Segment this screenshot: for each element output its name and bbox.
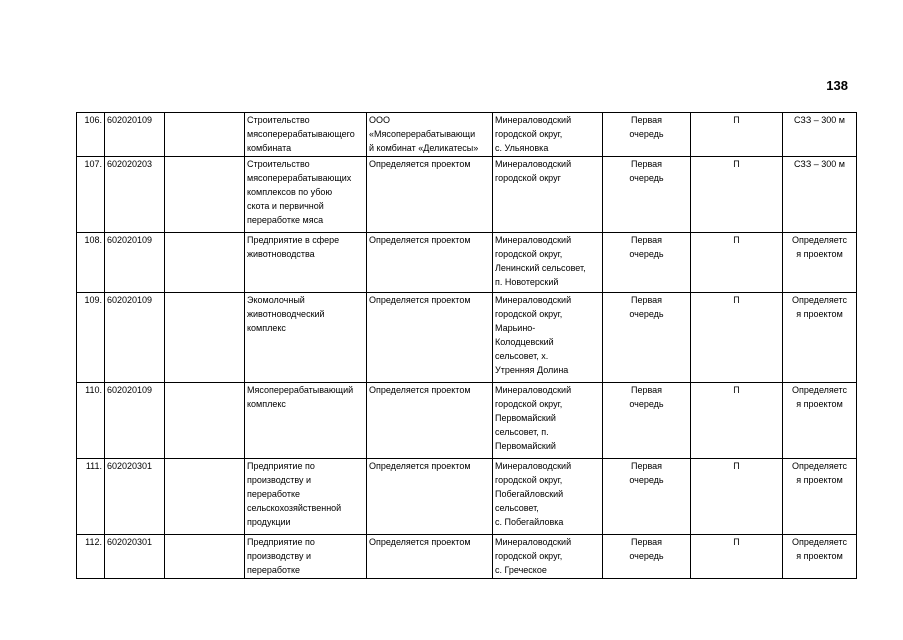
stage-cell: Первая очередь [603,459,691,535]
organization-cell: Определяется проектом [367,459,493,535]
organization-cell: Определяется проектом [367,157,493,233]
classification-code: 602020109 [105,383,165,459]
zone-cell: СЗЗ – 300 м [783,113,857,157]
classification-code: 602020301 [105,459,165,535]
type-cell: П [691,233,783,293]
row-number: 110. [77,383,105,459]
empty-cell [165,233,245,293]
stage-cell: Первая очередь [603,157,691,233]
empty-cell [165,535,245,579]
object-name: Предприятие по производству и переработке [245,535,367,579]
classification-code: 602020203 [105,157,165,233]
table-row [77,459,857,535]
zone-cell: Определяетс я проектом [783,233,857,293]
table-row [77,293,857,383]
row-number: 112. [77,535,105,579]
table-row [77,383,857,459]
zone-cell: Определяетс я проектом [783,459,857,535]
row-number: 108. [77,233,105,293]
stage-cell: Первая очередь [603,113,691,157]
type-cell: П [691,113,783,157]
object-name: Строительство мясоперерабатывающих комплексов по убою скота и первичной переработке мяса [245,157,367,233]
row-number: 106. [77,113,105,157]
location-cell: Минераловодский городской округ, Марьино- Колодцевский сельсовет, х. Утренняя Долина [493,293,603,383]
row-number: 109. [77,293,105,383]
classification-code: 602020109 [105,293,165,383]
table-row [77,113,857,157]
object-name: Предприятие в сфере животноводства [245,233,367,293]
type-cell: П [691,459,783,535]
classification-code: 602020301 [105,535,165,579]
location-cell: Минераловодский городской округ, Первомайский сельсовет, п. Первомайский [493,383,603,459]
type-cell: П [691,383,783,459]
object-name: Экомолочный животноводческий комплекс [245,293,367,383]
table-row [77,233,857,293]
organization-cell: ООО «Мясоперерабатывающи й комбинат «Деликатесы» [367,113,493,157]
classification-code: 602020109 [105,233,165,293]
organization-cell: Определяется проектом [367,383,493,459]
type-cell: П [691,293,783,383]
zone-cell: Определяетс я проектом [783,383,857,459]
objects-table [76,112,857,579]
object-name: Строительство мясоперерабатывающего комбината [245,113,367,157]
organization-cell: Определяется проектом [367,233,493,293]
zone-cell: СЗЗ – 300 м [783,157,857,233]
zone-cell: Определяетс я проектом [783,293,857,383]
empty-cell [165,383,245,459]
empty-cell [165,157,245,233]
organization-cell: Определяется проектом [367,535,493,579]
classification-code: 602020109 [105,113,165,157]
row-number: 107. [77,157,105,233]
stage-cell: Первая очередь [603,535,691,579]
location-cell: Минераловодский городской округ, Побегайловский сельсовет, с. Побегайловка [493,459,603,535]
location-cell: Минераловодский городской округ, с. Греческое [493,535,603,579]
empty-cell [165,293,245,383]
stage-cell: Первая очередь [603,293,691,383]
type-cell: П [691,157,783,233]
row-number: 111. [77,459,105,535]
page-number: 138 [826,78,848,93]
object-name: Предприятие по производству и переработке сельскохозяйственной продукции [245,459,367,535]
object-name: Мясоперерабатывающий комплекс [245,383,367,459]
stage-cell: Первая очередь [603,383,691,459]
empty-cell [165,459,245,535]
location-cell: Минераловодский городской округ [493,157,603,233]
type-cell: П [691,535,783,579]
organization-cell: Определяется проектом [367,293,493,383]
stage-cell: Первая очередь [603,233,691,293]
empty-cell [165,113,245,157]
zone-cell: Определяетс я проектом [783,535,857,579]
table-row [77,535,857,579]
table-row [77,157,857,233]
location-cell: Минераловодский городской округ, с. Ульяновка [493,113,603,157]
location-cell: Минераловодский городской округ, Ленинский сельсовет, п. Новотерский [493,233,603,293]
